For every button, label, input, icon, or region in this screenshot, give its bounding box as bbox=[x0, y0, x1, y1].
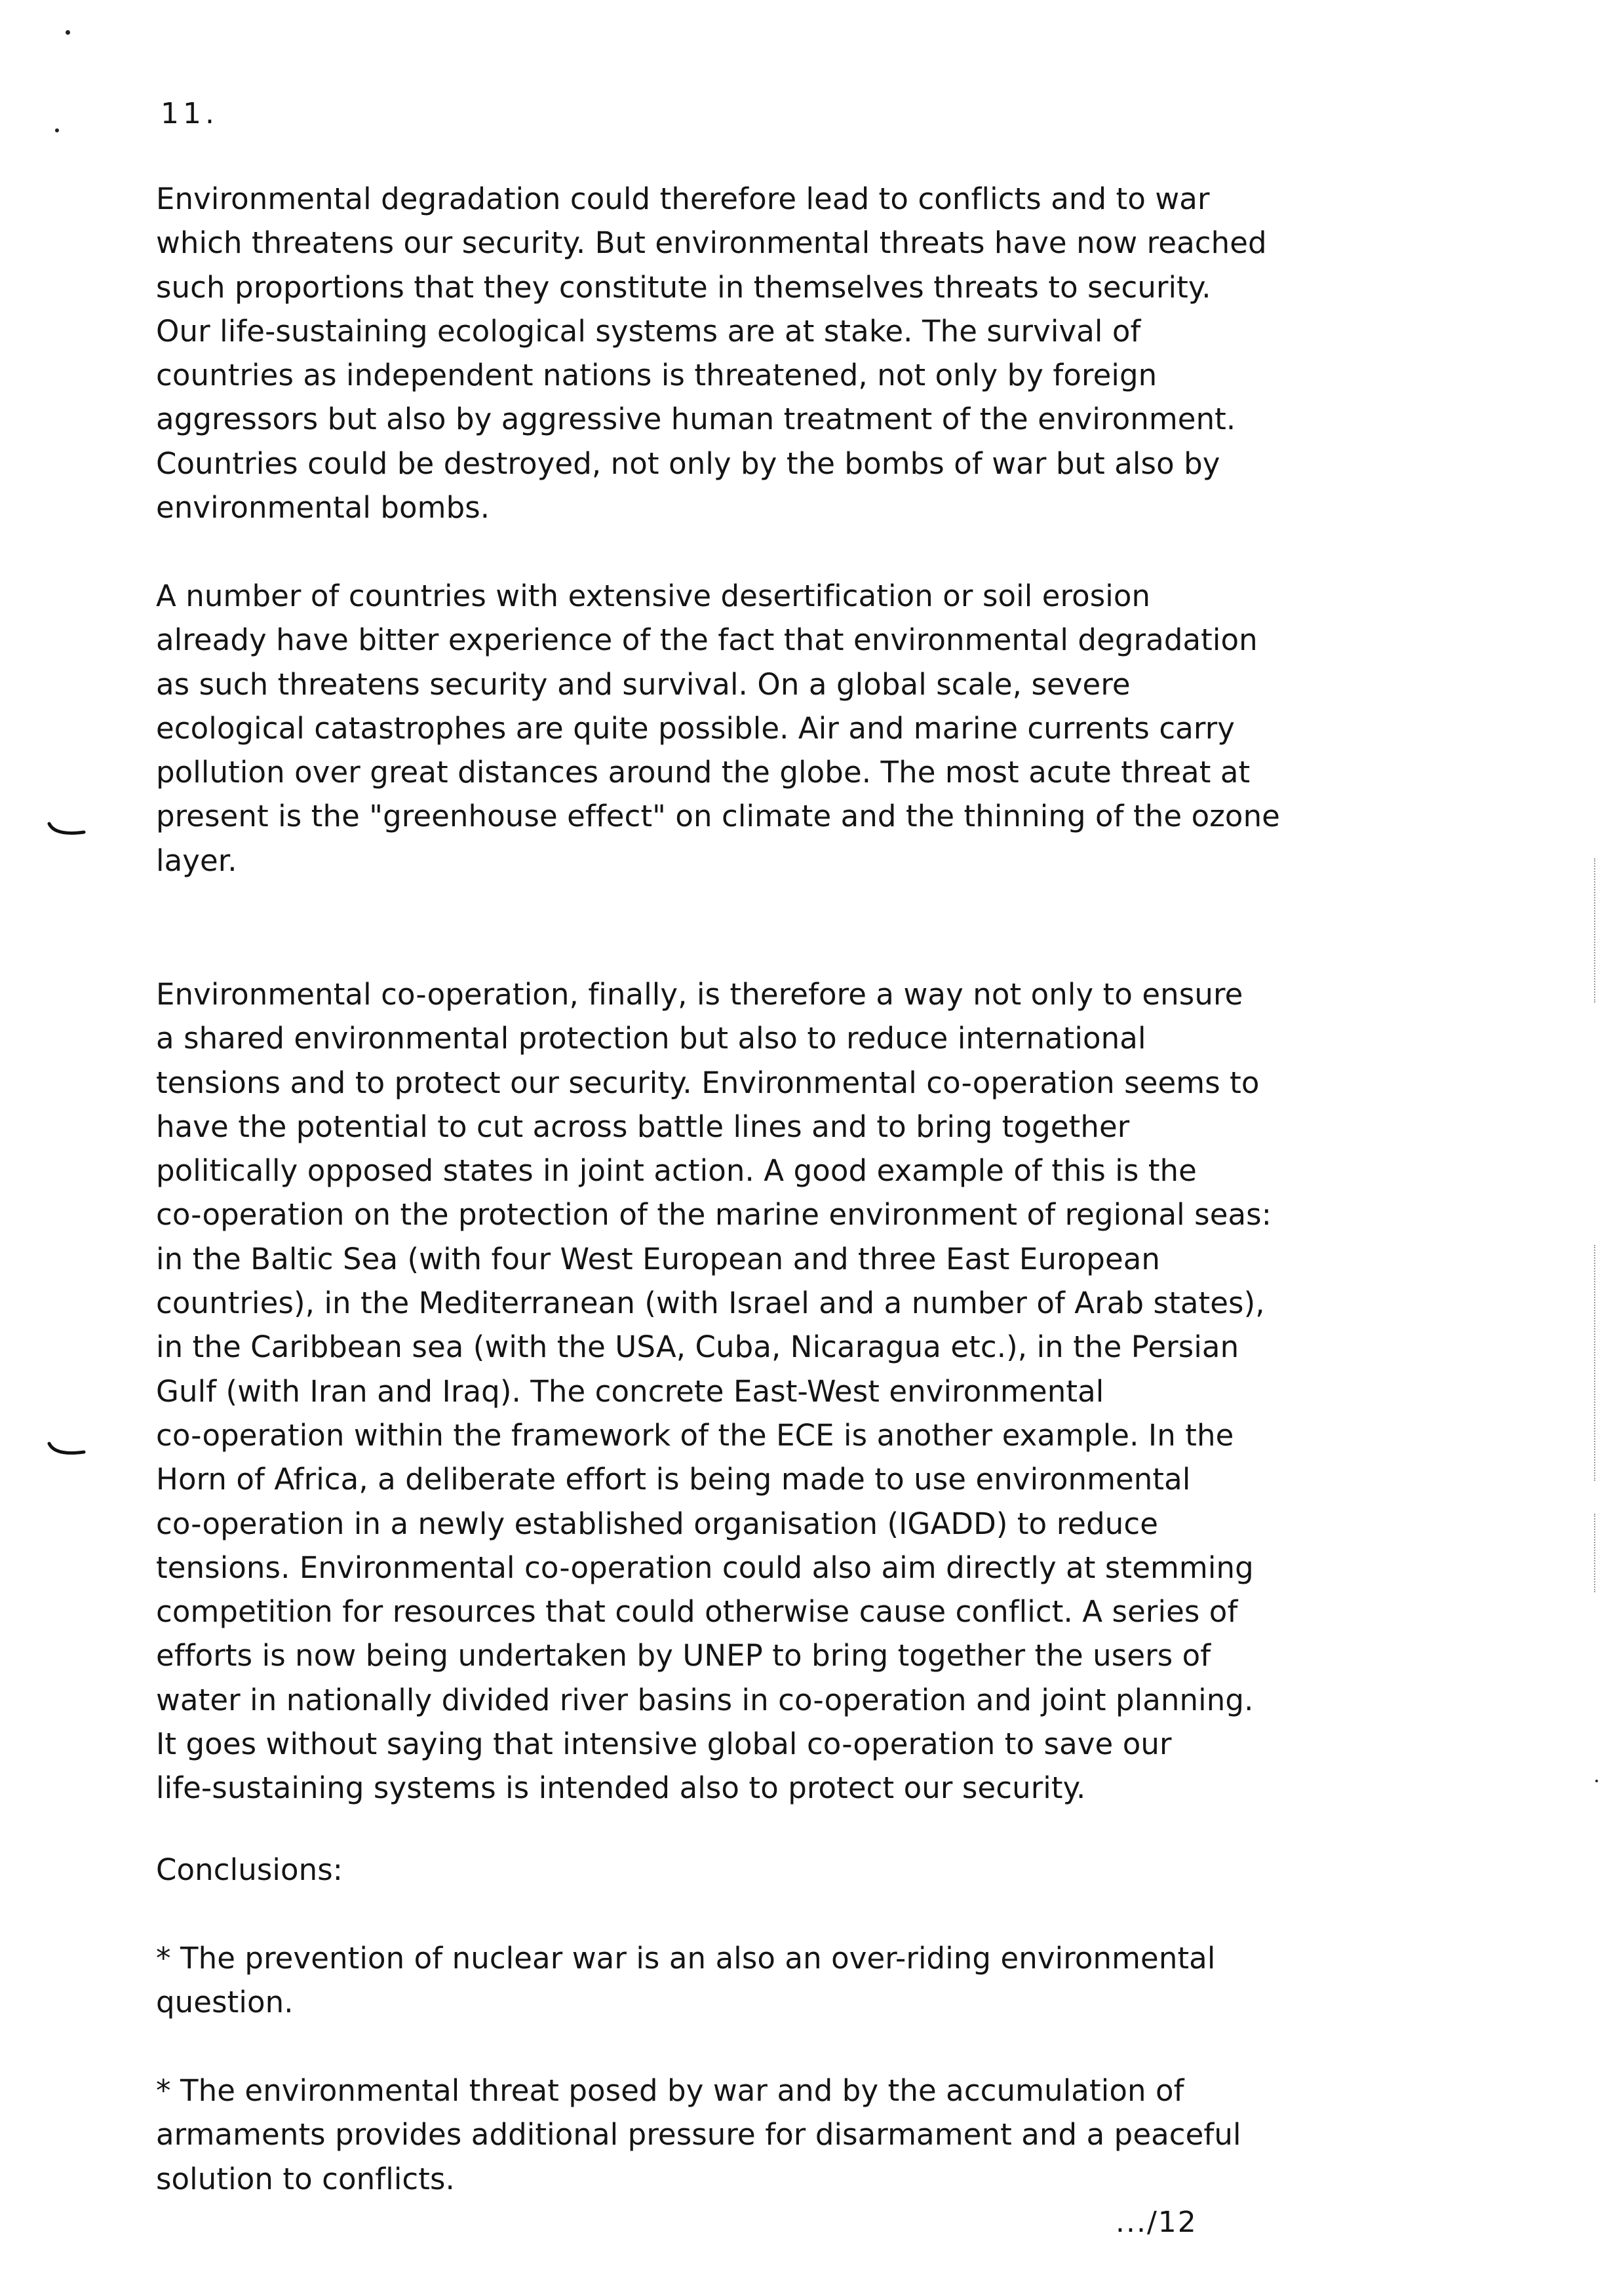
paragraph-environmental-degradation: Environmental degradation could therefore lead to conflicts and to war which threatens our security. But environmental threats have now reached such proportions that they constitute in themselves threats to security. Our life-sustaining ecological systems are at stake. The survival of countries as independent nations is threatened, not only by foreign aggressors but also by aggressive human treatment of the environment. Countries could be destroyed, not only by the bombs of war but also by environmental bombs. bbox=[156, 182, 1267, 526]
page-number: 11. bbox=[161, 97, 218, 130]
scan-speck bbox=[55, 128, 59, 132]
conclusions-heading: Conclusions: bbox=[156, 1852, 343, 1887]
margin-tick-mark bbox=[47, 822, 87, 839]
paragraph-desertification: A number of countries with extensive desertification or soil erosion already have bitter experience of the fact that environmental degradation as such threatens security and survival. On a global scale, severe ecological catastrophes are quite possible. Air and marine currents carry pollution over great distances around the globe. The most acute threat at present is the "greenhouse effect" on climate and the thinning of the ozone layer. bbox=[156, 579, 1280, 878]
conclusion-bullet: * The prevention of nuclear war is an also an over-riding environmental question. bbox=[156, 1941, 1216, 2020]
scan-speck bbox=[1595, 1780, 1598, 1782]
conclusion-bullet: * The environmental threat posed by war and by the accumulation of armaments provides additional pressure for disarmament and a peaceful solution to conflicts. bbox=[156, 2073, 1241, 2196]
paragraph-environmental-cooperation: Environmental co-operation, finally, is therefore a way not only to ensure a shared environmental protection but also to reduce international tensions and to protect our security. Environmental co-operation seems to have the potential to cut across battle lines and to bring together politically opposed states in joint action. A good example of this is the co-operation on the protection of the marine environment of regional seas: in the Baltic Sea (with four West European and three East European countries), in the Mediterranean (with Israel and a number of Arab states), in the Caribbean sea (with the USA, Cuba, Nicaragua etc.), in the Persian Gulf (with Iran and Iraq). The concrete East-West environmental co-operation within the framework of the ECE is another example. In the Horn of Africa, a deliberate effort is being made to use environmental co-operation in a newly established organisation (IGADD) to reduce tensions. Environmental co-operation could also aim directly at stemming competition for resources that could otherwise cause conflict. A series of efforts is now being undertaken by UNEP to bring together the users of water in nationally divided river basins in co-operation and joint planning. It goes without saying that intensive global co-operation to save our life-sustaining systems is intended also to protect our security. bbox=[156, 977, 1272, 1806]
scan-edge-mark bbox=[1594, 1514, 1597, 1592]
scan-edge-mark bbox=[1594, 1245, 1597, 1481]
scan-edge-mark bbox=[1594, 858, 1597, 1003]
margin-tick-mark bbox=[47, 1442, 87, 1459]
scan-speck bbox=[66, 30, 70, 35]
continuation-marker: .../12 bbox=[1116, 2206, 1197, 2239]
